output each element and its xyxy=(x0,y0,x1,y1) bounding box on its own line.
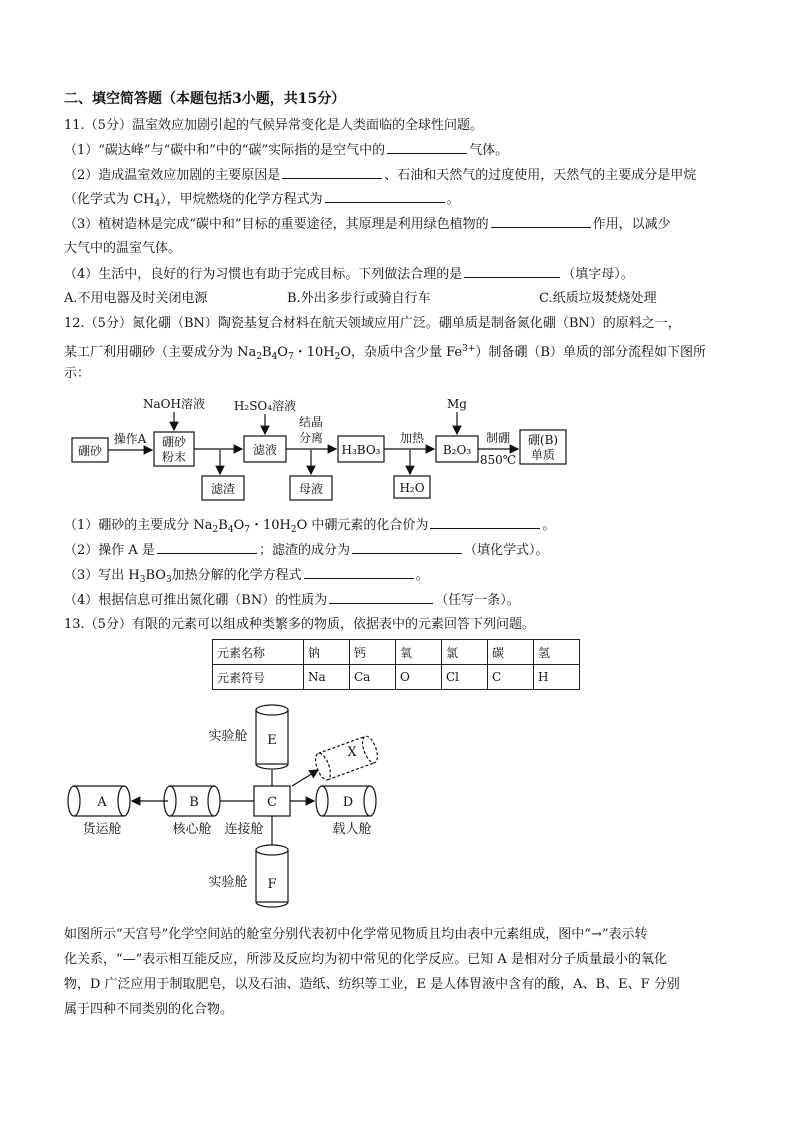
subscript: 3 xyxy=(165,575,172,585)
text: ；滤渣的成分为 xyxy=(258,543,350,558)
answer-blank[interactable] xyxy=(157,541,257,554)
borax-process-flowchart xyxy=(60,390,580,510)
label-powder-1: 硼砂 xyxy=(161,435,187,449)
q11-p4-tail: （填字母）。 xyxy=(562,267,634,282)
text: （任写一条）。 xyxy=(435,593,520,608)
answer-blank[interactable] xyxy=(464,265,560,278)
label-filtrate: 滤液 xyxy=(252,443,278,457)
subscript: 4 xyxy=(154,199,161,209)
table-cell: H xyxy=(534,665,580,690)
q11-p3-text: （3）植树造林是完成“碳中和”目标的重要途径，其原理是利用绿色植物的 xyxy=(64,217,489,232)
q11-option-c: C.纸质垃圾焚烧处理 xyxy=(539,291,657,306)
answer-blank[interactable] xyxy=(430,516,540,529)
label-d: D xyxy=(342,795,354,810)
label-crew: 载人舱 xyxy=(332,822,372,837)
text: O，杂质中含少量 Fe xyxy=(340,345,463,360)
row-label: 元素符号 xyxy=(213,665,304,690)
subscript: 2 xyxy=(256,352,262,362)
label-x: X xyxy=(347,745,357,760)
text: （1）硼砂的主要成分 Na xyxy=(64,518,213,533)
label-a: A xyxy=(97,795,107,810)
text: （4）根据信息可推出氮化硼（BN）的性质为 xyxy=(64,593,328,608)
label-product-1: 硼(B) xyxy=(527,433,559,447)
label-powder-2: 粉末 xyxy=(161,450,187,464)
text: （3）写出 H xyxy=(64,568,140,583)
text: ）制备硼（B）单质的部分流程如下图所 xyxy=(475,345,706,360)
table-cell: Ca xyxy=(350,665,396,690)
label-lab-f: 实验舱 xyxy=(208,875,248,890)
q11-p2-formula: （化学式为 CH xyxy=(64,192,155,207)
q13-desc-4: 属于四种不同类别的化合物。 xyxy=(64,1002,234,1017)
label-connect: 连接舱 xyxy=(224,822,264,837)
q11-part2 xyxy=(64,166,696,185)
label-residue: 滤渣 xyxy=(210,482,236,496)
element-table xyxy=(212,639,580,690)
text: B xyxy=(218,518,228,533)
period: 。 xyxy=(446,192,460,207)
q12-stem-3: 示： xyxy=(64,366,91,381)
label-op-a: 操作A xyxy=(113,432,147,446)
subscript: 7 xyxy=(244,525,250,535)
label-mother: 母液 xyxy=(298,482,324,496)
label-temp: 850℃ xyxy=(479,453,517,467)
label-c: C xyxy=(267,795,277,810)
label-borax: 硼砂 xyxy=(77,444,103,458)
label-mg: Mg xyxy=(447,397,467,411)
subscript: 2 xyxy=(334,352,341,362)
q11-p4-text: （4）生活中，良好的行为习惯也有助于完成目标。下列做法合理的是 xyxy=(64,267,463,282)
text: O xyxy=(277,345,288,360)
table-cell: 氢 xyxy=(534,640,580,665)
table-cell: 碳 xyxy=(488,640,534,665)
superscript: 3+ xyxy=(462,344,476,354)
text: （填化学式）。 xyxy=(463,543,549,558)
text: ・10H xyxy=(249,518,291,533)
table-row xyxy=(213,640,580,665)
answer-blank[interactable] xyxy=(387,141,467,154)
label-product-2: 单质 xyxy=(530,448,556,462)
q13-desc-1: 如图所示“天宫号”化学空间站的舱室分别代表初中化学常见物质且均由表中元素组成，图中“→”表示转 xyxy=(64,927,648,942)
q11-option-b: B.外出多步行或骑自行车 xyxy=(287,291,431,306)
text: BO xyxy=(145,568,166,583)
q11-part1 xyxy=(64,141,508,160)
label-h2so4: H₂SO₄溶液 xyxy=(233,399,297,413)
label-h3bo3: H₃BO₃ xyxy=(341,443,381,457)
q13-stem: 13.（5分）有限的元素可以组成种类繁多的物质，依据表中的元素回答下列问题。 xyxy=(64,617,535,632)
text: （2）操作 A 是 xyxy=(64,543,155,558)
space-station-diagram xyxy=(60,700,400,915)
period: 。 xyxy=(415,568,429,583)
q11-p2-text: （2）造成温室效应加剧的主要原因是 xyxy=(64,168,281,183)
subscript: 2 xyxy=(212,525,219,535)
table-cell: 氧 xyxy=(396,640,442,665)
table-cell: O xyxy=(396,665,442,690)
label-lab-e: 实验舱 xyxy=(208,729,248,744)
text: 某工厂利用硼砂（主要成分为 Na xyxy=(64,345,257,360)
subscript: 2 xyxy=(290,525,297,535)
q11-stem: 11.（5分）温室效应加剧引起的气候异常变化是人类面临的全球性问题。 xyxy=(64,118,483,133)
text: B xyxy=(262,345,272,360)
table-row xyxy=(213,665,580,690)
period: 。 xyxy=(542,518,556,533)
label-make-b: 制硼 xyxy=(485,431,511,445)
label-cryst-2: 分离 xyxy=(298,431,324,445)
q11-part3 xyxy=(64,215,671,234)
table-cell: 氯 xyxy=(442,640,488,665)
label-b2o3: B₂O₃ xyxy=(442,443,472,457)
answer-blank[interactable] xyxy=(304,566,414,579)
q12-stem-1: 12.（5分）氮化硼（BN）陶瓷基复合材料在航天领域应用广泛。硼单质是制备氮化硼（BN）的原料之一， xyxy=(64,316,681,331)
q11-part3-cont: 大气中的温室气体。 xyxy=(64,241,182,256)
q11-p3-tail: 作用，以减少 xyxy=(592,217,671,232)
label-naoh: NaOH溶液 xyxy=(143,397,205,411)
q13-desc-3: 物，D 广泛应用于制取肥皂，以及石油、造纸、纺织等工业，E 是人体胃液中含有的酸，A、B、E、F 分别 xyxy=(64,977,680,992)
q12-stem-2 xyxy=(64,340,706,366)
q11-part2-cont xyxy=(64,190,460,213)
subscript: 4 xyxy=(227,525,234,535)
label-f: F xyxy=(267,877,277,892)
label-b: B xyxy=(189,795,199,810)
q13-desc-2: 化关系，“—”表示相互能反应，所涉及反应均为初中常见的化学反应。已知 A 是相对分子质量最小的氧化 xyxy=(64,952,667,967)
q11-p2-eq-text: ），甲烷燃烧的化学方程式为 xyxy=(160,192,323,207)
q12-part3 xyxy=(64,566,429,589)
table-cell: Cl xyxy=(442,665,488,690)
q11-p1-text: （1）“碳达峰”与“碳中和”中的“碳”实际指的是空气中的 xyxy=(64,143,386,158)
subscript: 4 xyxy=(271,352,278,362)
answer-blank[interactable] xyxy=(329,591,433,604)
section-title: 二、填空简答题（本题包括3小题，共15分） xyxy=(64,91,346,107)
q12-part4 xyxy=(64,591,520,610)
label-cryst-1: 结晶 xyxy=(298,415,324,429)
module-f xyxy=(256,845,288,907)
q11-p2-tail: 、石油和天然气的过度使用，天然气的主要成分是甲烷 xyxy=(384,168,697,183)
label-e: E xyxy=(267,733,277,748)
text: O xyxy=(233,518,245,533)
table-cell: Na xyxy=(304,665,350,690)
label-h2o: H₂O xyxy=(399,481,425,495)
q11-option-a: A.不用电器及时关闭电源 xyxy=(64,291,208,306)
q11-part4 xyxy=(64,265,634,284)
text: 加热分解的化学方程式 xyxy=(171,568,302,583)
table-cell: 钠 xyxy=(304,640,350,665)
q11-p1-tail: 气体。 xyxy=(469,143,509,158)
answer-blank[interactable] xyxy=(325,190,445,203)
subscript: 7 xyxy=(287,352,294,362)
row-label: 元素名称 xyxy=(213,640,304,665)
label-heat: 加热 xyxy=(399,431,425,445)
table-cell: 钙 xyxy=(350,640,396,665)
text: O 中硼元素的化合价为 xyxy=(296,518,429,533)
answer-blank[interactable] xyxy=(491,215,591,228)
text: ・10H xyxy=(293,345,335,360)
q12-part1 xyxy=(64,516,555,539)
table-cell: C xyxy=(488,665,534,690)
q12-part2 xyxy=(64,541,548,560)
label-cargo: 货运舱 xyxy=(82,822,122,837)
subscript: 3 xyxy=(139,575,146,585)
answer-blank[interactable] xyxy=(352,541,462,554)
answer-blank[interactable] xyxy=(282,166,382,179)
label-core: 核心舱 xyxy=(172,822,212,837)
